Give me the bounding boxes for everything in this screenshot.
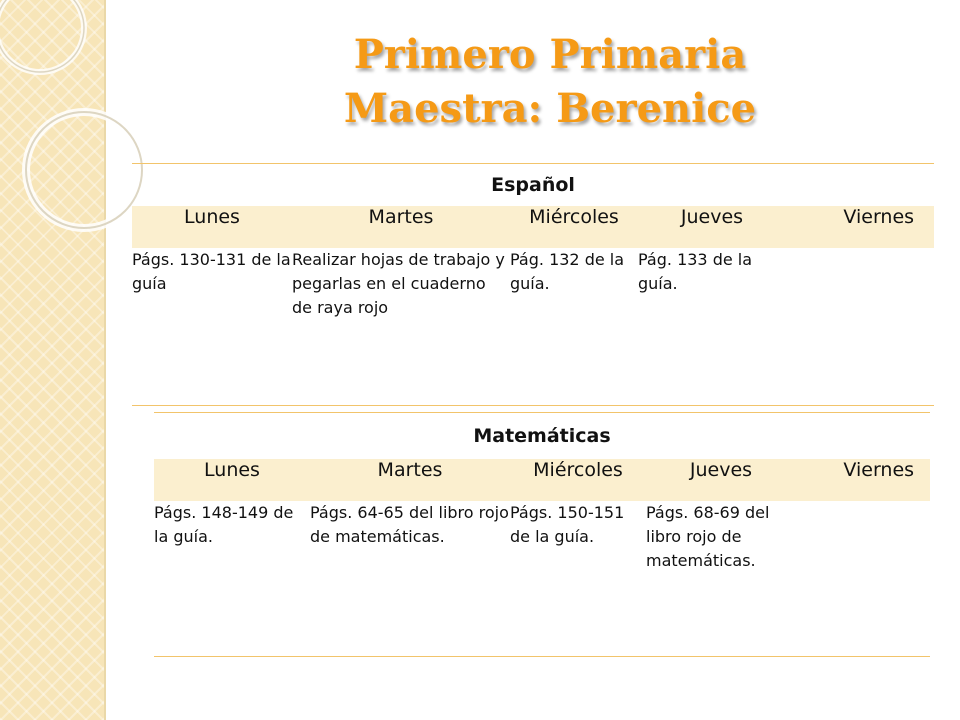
slide-title (180, 28, 920, 136)
task-jueves: Pág. 133 de la guía. (638, 248, 786, 406)
task-miercoles: Págs. 150-151 de la guía. (510, 501, 646, 657)
table-row (132, 248, 934, 406)
day-header-martes: Martes (310, 459, 510, 501)
day-header-miercoles: Miércoles (510, 206, 638, 248)
table-row (154, 501, 930, 657)
schedule-table-matematicas (154, 412, 930, 657)
task-viernes (796, 501, 930, 657)
day-header-miercoles: Miércoles (510, 459, 646, 501)
day-header-jueves: Jueves (638, 206, 786, 248)
day-header-martes: Martes (292, 206, 510, 248)
day-header-lunes: Lunes (154, 459, 310, 501)
day-header-lunes: Lunes (132, 206, 292, 248)
title-grade: Primero Primaria (353, 31, 747, 78)
task-miercoles: Pág. 132 de la guía. (510, 248, 638, 406)
day-header-viernes: Viernes (796, 459, 930, 501)
subject-header: Matemáticas (154, 413, 930, 460)
task-lunes: Págs. 148-149 de la guía. (154, 501, 310, 657)
weekday-header-row (132, 206, 934, 248)
task-viernes (786, 248, 934, 406)
schedule-table-espanol (132, 163, 934, 406)
task-jueves: Págs. 68-69 del libro rojo de matemáticas. (646, 501, 796, 657)
task-lunes: Págs. 130-131 de la guía (132, 248, 292, 406)
weekday-header-row (154, 459, 930, 501)
task-martes: Realizar hojas de trabajo y pegarlas en el cuaderno de raya rojo (292, 248, 510, 406)
task-martes: Págs. 64-65 del libro rojo de matemáticas. (310, 501, 510, 657)
title-teacher: Maestra: Berenice (343, 85, 757, 132)
day-header-viernes: Viernes (786, 206, 934, 248)
day-header-jueves: Jueves (646, 459, 796, 501)
subject-header: Español (132, 164, 934, 207)
